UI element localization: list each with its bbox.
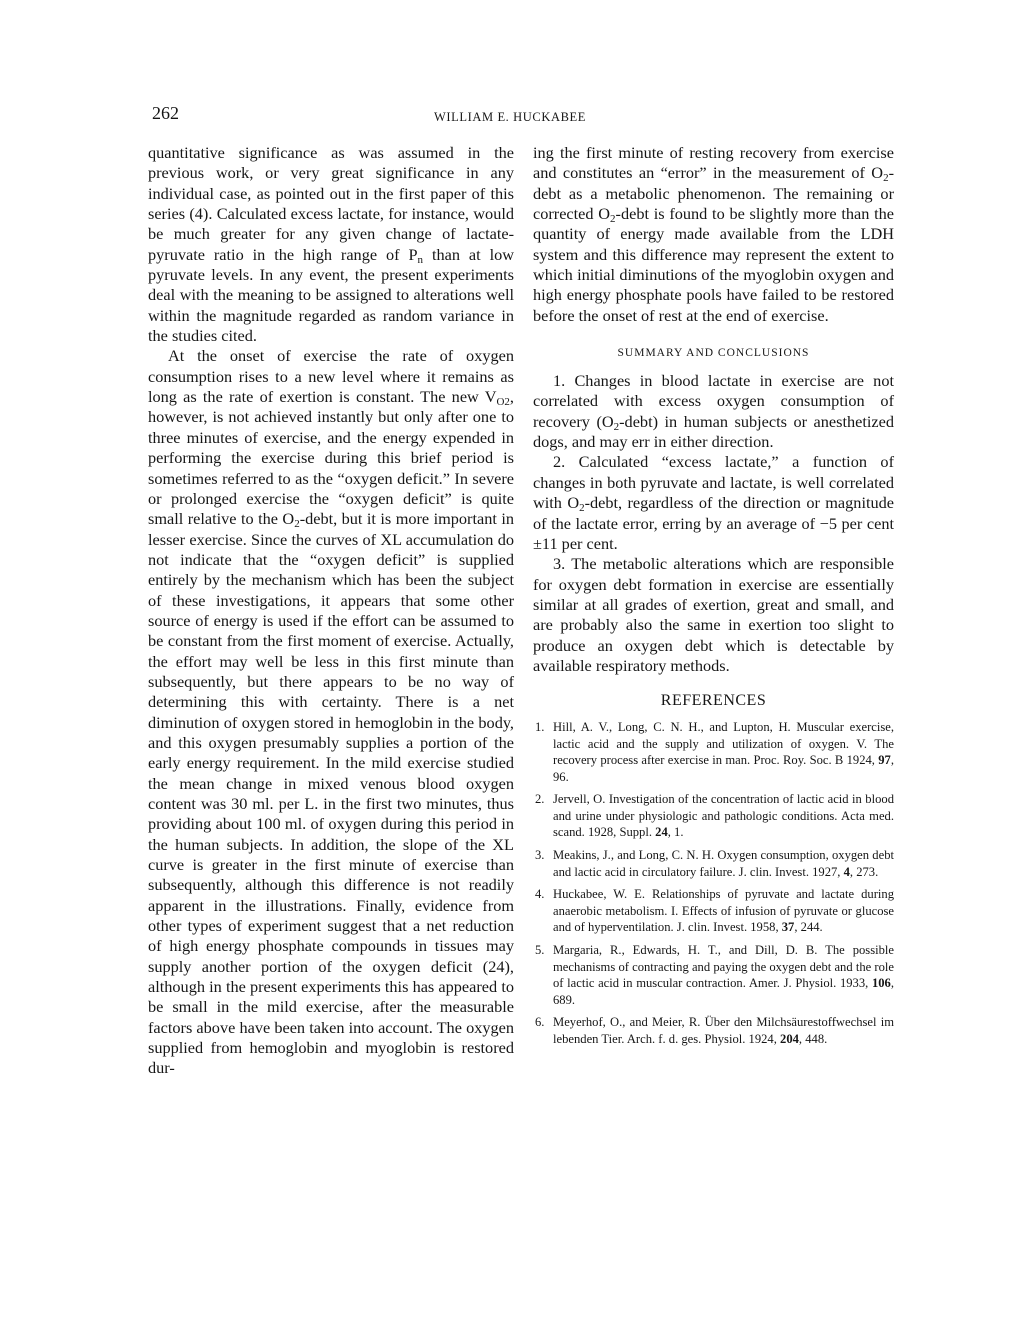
reference-item: 4. Huckabee, W. E. Relationships of pyruvate and lactate during anaerobic metabolism. I. Effects of infusion of pyruvate or glucose and of hyperventilation. J. clin. Invest. 1958, 37, 244.	[535, 887, 894, 935]
reference-list	[533, 719, 894, 1047]
reference-item: 2. Jervell, O. Investigation of the concentration of lactic acid in blood and urine under physiologic and pathologic conditions. Acta med. scand. 1928, Suppl. 24, 1.	[535, 792, 894, 840]
references-heading: REFERENCES	[660, 692, 767, 710]
running-head: WILLIAM E. HUCKABEE	[433, 110, 586, 124]
left-column	[148, 143, 514, 1079]
body-paragraph: quantitative significance as was assumed in the previous work, or very great significance in any individual case, as pointed out in the first paper of this series (4). Calculated excess lactate, for instance, would be much greater for any given change of lactate-pyruvate ratio in the high range of $P_n$ than at low pyruvate levels. In any event, the present experiments deal with the meaning to be assigned to alterations well within the magnitude regarded as random variance in the studies cited.	[148, 143, 514, 346]
body-paragraph: At the onset of exercise the rate of oxygen consumption rises to a new level where it remains as long as the rate of exertion is constant. The new $V_{O2}$, however, is not achieved instantly but only after one to three minutes of exercise, and the energy expended in performing the exercise during this brief period is sometimes referred to as the “oxygen deficit.” In severe or prolonged exercise the “oxygen deficit” is quite small relative to the $O_2$-debt, but it is more important in lesser exercise. Since the curves of XL accumulation do not indicate that the “oxygen deficit” is supplied entirely by the mechanism which has been the subject of these investigations, it appears that some other source of energy is used if the effort can be assumed to be constant from the first moment of exercise. Actually, the effort may well be less in this first minute than subsequently, but there appears to be no way of determining this with certainty. There is a net diminution of oxygen stored in hemoglobin in the body, and this oxygen presumably supplies a portion of the early energy requirement. In the mild exercise studied the mean change in mixed venous blood oxygen content was 30 ml. per L. in the first two minutes, thus providing about 100 ml. of oxygen during this period in the human subjects. In addition, the slope of the XL curve is greater in the first minute of exercise than subsequently, although this difference is not readily apparent in the illustrations. Finally, evidence from other types of experiment suggest that a net reduction of high energy phosphate compounds in tissues may supply another portion of the oxygen deficit (24), although in the present experiments this has appeared to be small in the mild exercise, after the measurable factors above have been taken into account. The oxygen supplied from hemoglobin and myoglobin is restored dur-	[148, 346, 515, 1078]
body-paragraph: ing the first minute of resting recovery from exercise and constitutes an “error” in the measurement of $O_2$-debt as a metabolic phenomenon. The remaining or corrected $O_2$-debt is found to be slightly more than the quantity of energy made available from the LDH system and this difference may represent the extent to which initial diminutions of the myoglobin oxygen and high energy phosphate pools have failed to be restored before the onset of rest at the end of exercise.	[533, 143, 894, 325]
page-number: 262	[152, 103, 179, 123]
reference-item: 6. Meyerhof, O., and Meier, R. Über den Milchsäurestoffwechsel im lebenden Tier. Arch. f. d. ges. Physiol. 1924, 204, 448.	[535, 1015, 894, 1046]
conclusion-item: 2. Calculated “excess lactate,” a function of changes in both pyruvate and lactate, is well correlated with $O_2$-debt, regardless of the direction or magnitude of the lactate error, erring by an average of −5 per cent ±11 per cent.	[533, 452, 894, 553]
conclusion-item: 1. Changes in blood lactate in exercise are not correlated with excess oxygen consumption of recovery $(O_2-debt)$ in human subjects or anesthetized dogs, and may err in either direction.	[533, 371, 894, 452]
conclusion-item: 3. The metabolic alterations which are responsible for oxygen debt formation in exercise are essentially similar at all grades of exertion, great and small, and are probably also the same in exertion too slight to produce an oxygen debt which is detectable by available respiratory methods.	[533, 554, 894, 675]
reference-item: 5. Margaria, R., Edwards, H. T., and Dill, D. B. The possible mechanisms of contracting and paying the oxygen debt and the role of lactic acid in muscular contraction. Amer. J. Physiol. 1933, 106, 689.	[535, 943, 894, 1007]
reference-item: 3. Meakins, J., and Long, C. N. H. Oxygen consumption, oxygen debt and lactic acid in circulatory failure. J. clin. Invest. 1927, 4, 273.	[535, 848, 894, 879]
reference-item: 1. Hill, A. V., Long, C. N. H., and Lupton, H. Muscular exercise, lactic acid and the supply and utilization of oxygen. V. The recovery process after exercise in man. Proc. Roy. Soc. B 1924, 97, 96.	[535, 720, 894, 784]
right-column	[533, 143, 894, 1053]
summary-heading: SUMMARY AND CONCLUSIONS	[617, 347, 810, 360]
